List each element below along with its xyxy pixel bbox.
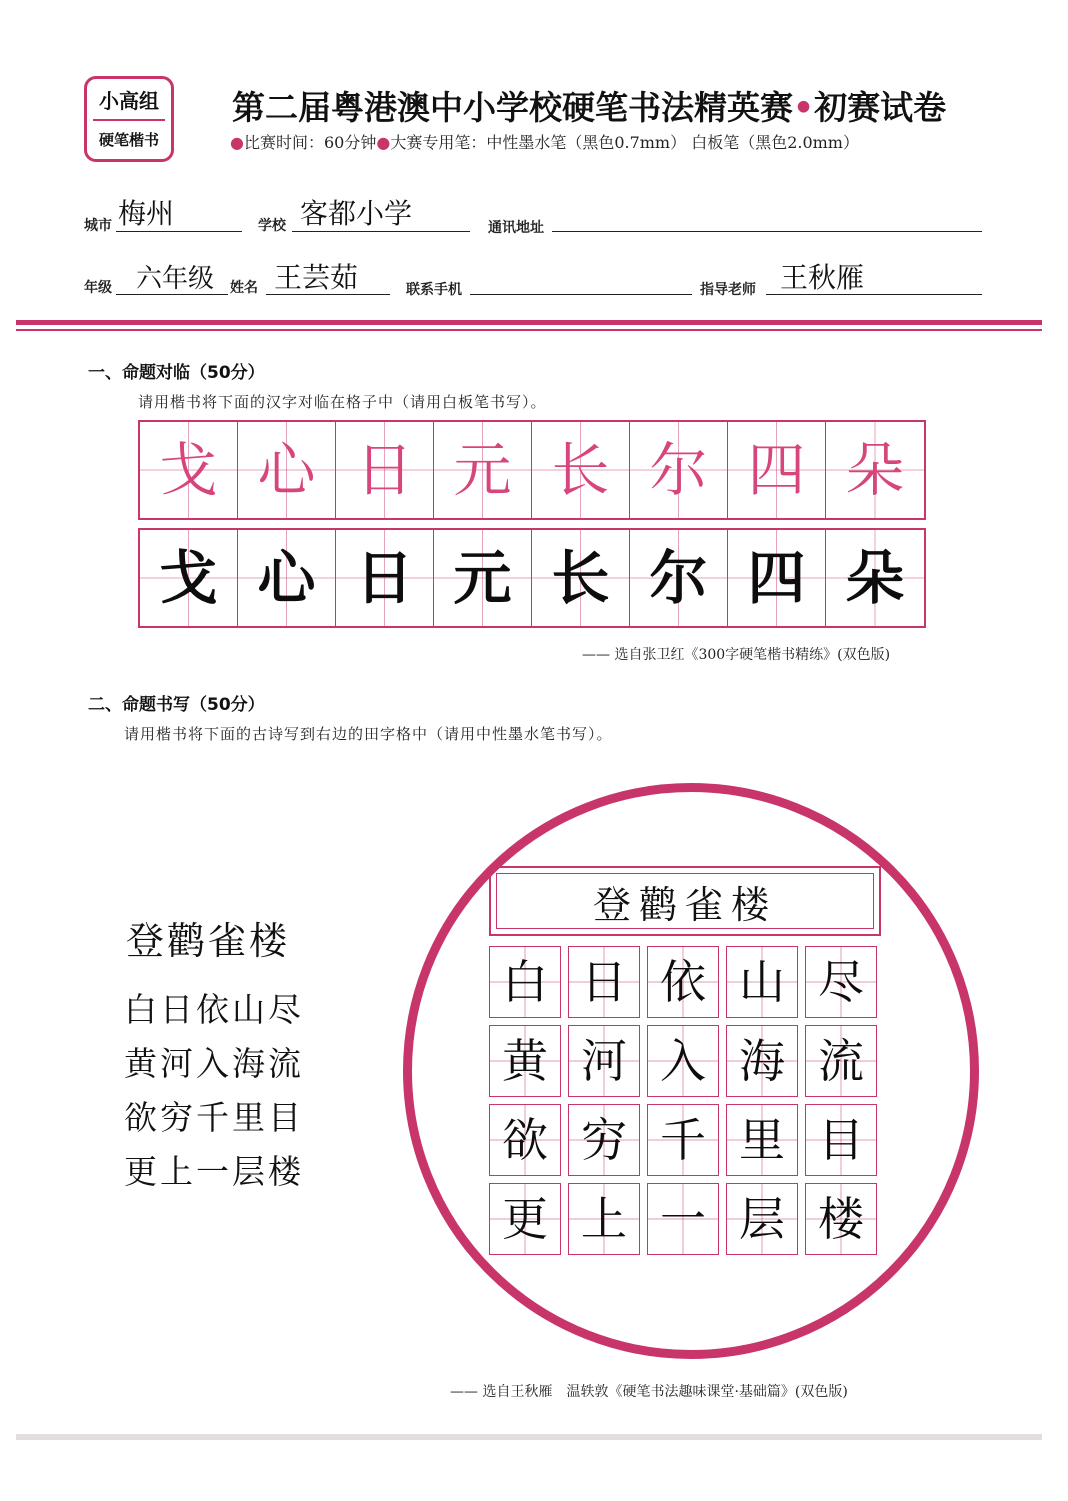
- grade-underline: [116, 294, 228, 295]
- written-char: 四: [747, 544, 806, 612]
- written-cell[interactable]: [238, 530, 336, 626]
- footer-rule: [16, 1434, 1042, 1440]
- tianzige-cell[interactable]: [568, 946, 640, 1018]
- bullet-icon: ●: [376, 133, 391, 152]
- badge-divider: [93, 119, 165, 121]
- written-char: 朵: [845, 544, 904, 612]
- phone-label: 联系手机: [406, 282, 462, 298]
- model-char: 四: [747, 436, 806, 504]
- address-label: 通讯地址: [488, 220, 544, 236]
- poem-line: 黄河入海流: [124, 1044, 304, 1083]
- poem-line: 白日依山尽: [124, 990, 304, 1029]
- tianzige-cell[interactable]: [805, 946, 877, 1018]
- name-field[interactable]: 王芸茹: [274, 261, 359, 294]
- tianzige-cell[interactable]: [489, 1104, 561, 1176]
- written-poem-char: 欲: [502, 1113, 548, 1167]
- written-poem-char: 层: [739, 1192, 785, 1246]
- model-cell: [238, 422, 336, 518]
- written-poem-char: 一: [660, 1192, 706, 1246]
- badge-category: 硬笔楷书: [98, 131, 159, 149]
- written-cell[interactable]: [630, 530, 728, 626]
- written-poem-char: 入: [660, 1034, 706, 1088]
- written-poem-char: 千: [660, 1113, 706, 1167]
- written-poem-char: 黄: [502, 1034, 548, 1088]
- page-title: [232, 82, 946, 129]
- name-label: 姓名: [230, 280, 258, 296]
- written-char: 尔: [649, 544, 708, 612]
- name-underline: [266, 294, 390, 295]
- written-char-row: [138, 528, 926, 628]
- model-char-row: [138, 420, 926, 520]
- written-poem-char: 穷: [581, 1113, 627, 1167]
- written-char: 心: [257, 544, 316, 612]
- written-poem-char: 上: [581, 1192, 627, 1246]
- tianzige-cell[interactable]: [568, 1104, 640, 1176]
- time-label: 比赛时间：60分钟: [243, 133, 377, 152]
- badge-group: 小高组: [99, 89, 159, 113]
- section2-instruction: 请用楷书将下面的古诗写到右边的田字格中（请用中性墨水笔书写）。: [124, 725, 613, 743]
- written-title-box[interactable]: [489, 866, 881, 936]
- model-char: 元: [453, 436, 512, 504]
- tianzige-cell[interactable]: [726, 1104, 798, 1176]
- header-divider-thin: [16, 329, 1042, 331]
- section1-heading: 一、命题对临（50分）: [88, 363, 265, 383]
- model-cell: [532, 422, 630, 518]
- written-char: 长: [551, 544, 610, 612]
- written-cell[interactable]: [728, 530, 826, 626]
- model-cell: [336, 422, 434, 518]
- written-poem-char: 楼: [818, 1192, 864, 1246]
- tianzige-cell[interactable]: [726, 1183, 798, 1255]
- written-cell[interactable]: [336, 530, 434, 626]
- tianzige-cell[interactable]: [489, 1025, 561, 1097]
- written-poem-char: 流: [818, 1034, 864, 1088]
- model-char: 心: [257, 436, 316, 504]
- written-poem-char: 日: [581, 955, 627, 1009]
- written-poem-char: 目: [818, 1113, 864, 1167]
- teacher-field[interactable]: 王秋雁: [780, 261, 865, 294]
- tianzige-cell[interactable]: [489, 1183, 561, 1255]
- poem-line: 欲穷千里目: [124, 1098, 304, 1137]
- city-underline: [116, 231, 242, 232]
- title-dot: •: [793, 88, 815, 127]
- written-cell[interactable]: [140, 530, 238, 626]
- grade-field[interactable]: 六年级: [136, 264, 215, 294]
- written-poem-char: 里: [739, 1113, 785, 1167]
- model-char: 朵: [845, 436, 904, 504]
- header-divider: [16, 320, 1042, 325]
- tianzige-cell[interactable]: [805, 1025, 877, 1097]
- poem-title: 登鹳雀楼: [126, 919, 291, 963]
- bullet-icon: ●: [230, 133, 244, 152]
- written-poem-char: 更: [502, 1192, 548, 1246]
- tianzige-grid: [489, 946, 877, 1255]
- school-label: 学校: [258, 218, 286, 234]
- city-label: 城市: [84, 218, 112, 234]
- teacher-label: 指导老师: [700, 282, 756, 298]
- written-cell[interactable]: [826, 530, 924, 626]
- phone-underline: [470, 294, 692, 295]
- exam-rules: [230, 130, 859, 153]
- school-underline: [292, 231, 470, 232]
- written-poem-char: 白: [502, 955, 548, 1009]
- tianzige-cell[interactable]: [647, 946, 719, 1018]
- written-cell[interactable]: [434, 530, 532, 626]
- written-poem-char: 河: [581, 1034, 627, 1088]
- teacher-underline: [766, 294, 982, 295]
- tianzige-cell[interactable]: [647, 1183, 719, 1255]
- model-cell: [434, 422, 532, 518]
- written-poem-char: 尽: [818, 955, 864, 1009]
- tianzige-cell[interactable]: [489, 946, 561, 1018]
- category-badge: [84, 76, 174, 162]
- tianzige-cell[interactable]: [726, 1025, 798, 1097]
- address-underline: [552, 231, 982, 232]
- model-char: 长: [551, 436, 610, 504]
- model-cell: [140, 422, 238, 518]
- title-main: 第二届粤港澳中小学校硬笔书法精英赛: [232, 88, 793, 127]
- pen-label: 大赛专用笔：中性墨水笔（黑色0.7mm） 白板笔（黑色2.0mm）: [390, 133, 859, 152]
- written-char: 元: [453, 544, 512, 612]
- grade-label: 年级: [84, 280, 112, 296]
- tianzige-cell[interactable]: [805, 1104, 877, 1176]
- tianzige-cell[interactable]: [568, 1183, 640, 1255]
- written-cell[interactable]: [532, 530, 630, 626]
- model-cell: [826, 422, 924, 518]
- written-char: 日: [355, 544, 414, 612]
- section2-credit: —— 选自王秋雁 温轶敦《硬笔书法趣味课堂·基础篇》(双色版): [450, 1384, 848, 1400]
- section2-heading: 二、命题书写（50分）: [88, 695, 265, 715]
- poem-line: 更上一层楼: [124, 1152, 304, 1191]
- tianzige-cell[interactable]: [726, 946, 798, 1018]
- section1-credit: —— 选自张卫红《300字硬笔楷书精练》(双色版): [582, 647, 891, 663]
- model-char: 尔: [649, 436, 708, 504]
- tianzige-cell[interactable]: [805, 1183, 877, 1255]
- written-title: 登鹳雀楼: [592, 882, 777, 927]
- tianzige-cell[interactable]: [647, 1104, 719, 1176]
- written-poem-char: 山: [739, 955, 785, 1009]
- written-poem-char: 海: [739, 1034, 785, 1088]
- model-cell: [630, 422, 728, 518]
- city-field[interactable]: 梅州: [118, 197, 175, 230]
- written-char: 戈: [159, 544, 218, 612]
- model-cell: [728, 422, 826, 518]
- written-title-inner: [496, 873, 874, 929]
- written-poem-char: 依: [660, 955, 706, 1009]
- school-field[interactable]: 客都小学: [300, 197, 413, 230]
- model-char: 戈: [159, 436, 218, 504]
- model-char: 日: [355, 436, 414, 504]
- section1-instruction: 请用楷书将下面的汉字对临在格子中（请用白板笔书写）。: [138, 393, 547, 411]
- tianzige-cell[interactable]: [568, 1025, 640, 1097]
- title-suffix: 初赛试卷: [814, 88, 947, 127]
- tianzige-cell[interactable]: [647, 1025, 719, 1097]
